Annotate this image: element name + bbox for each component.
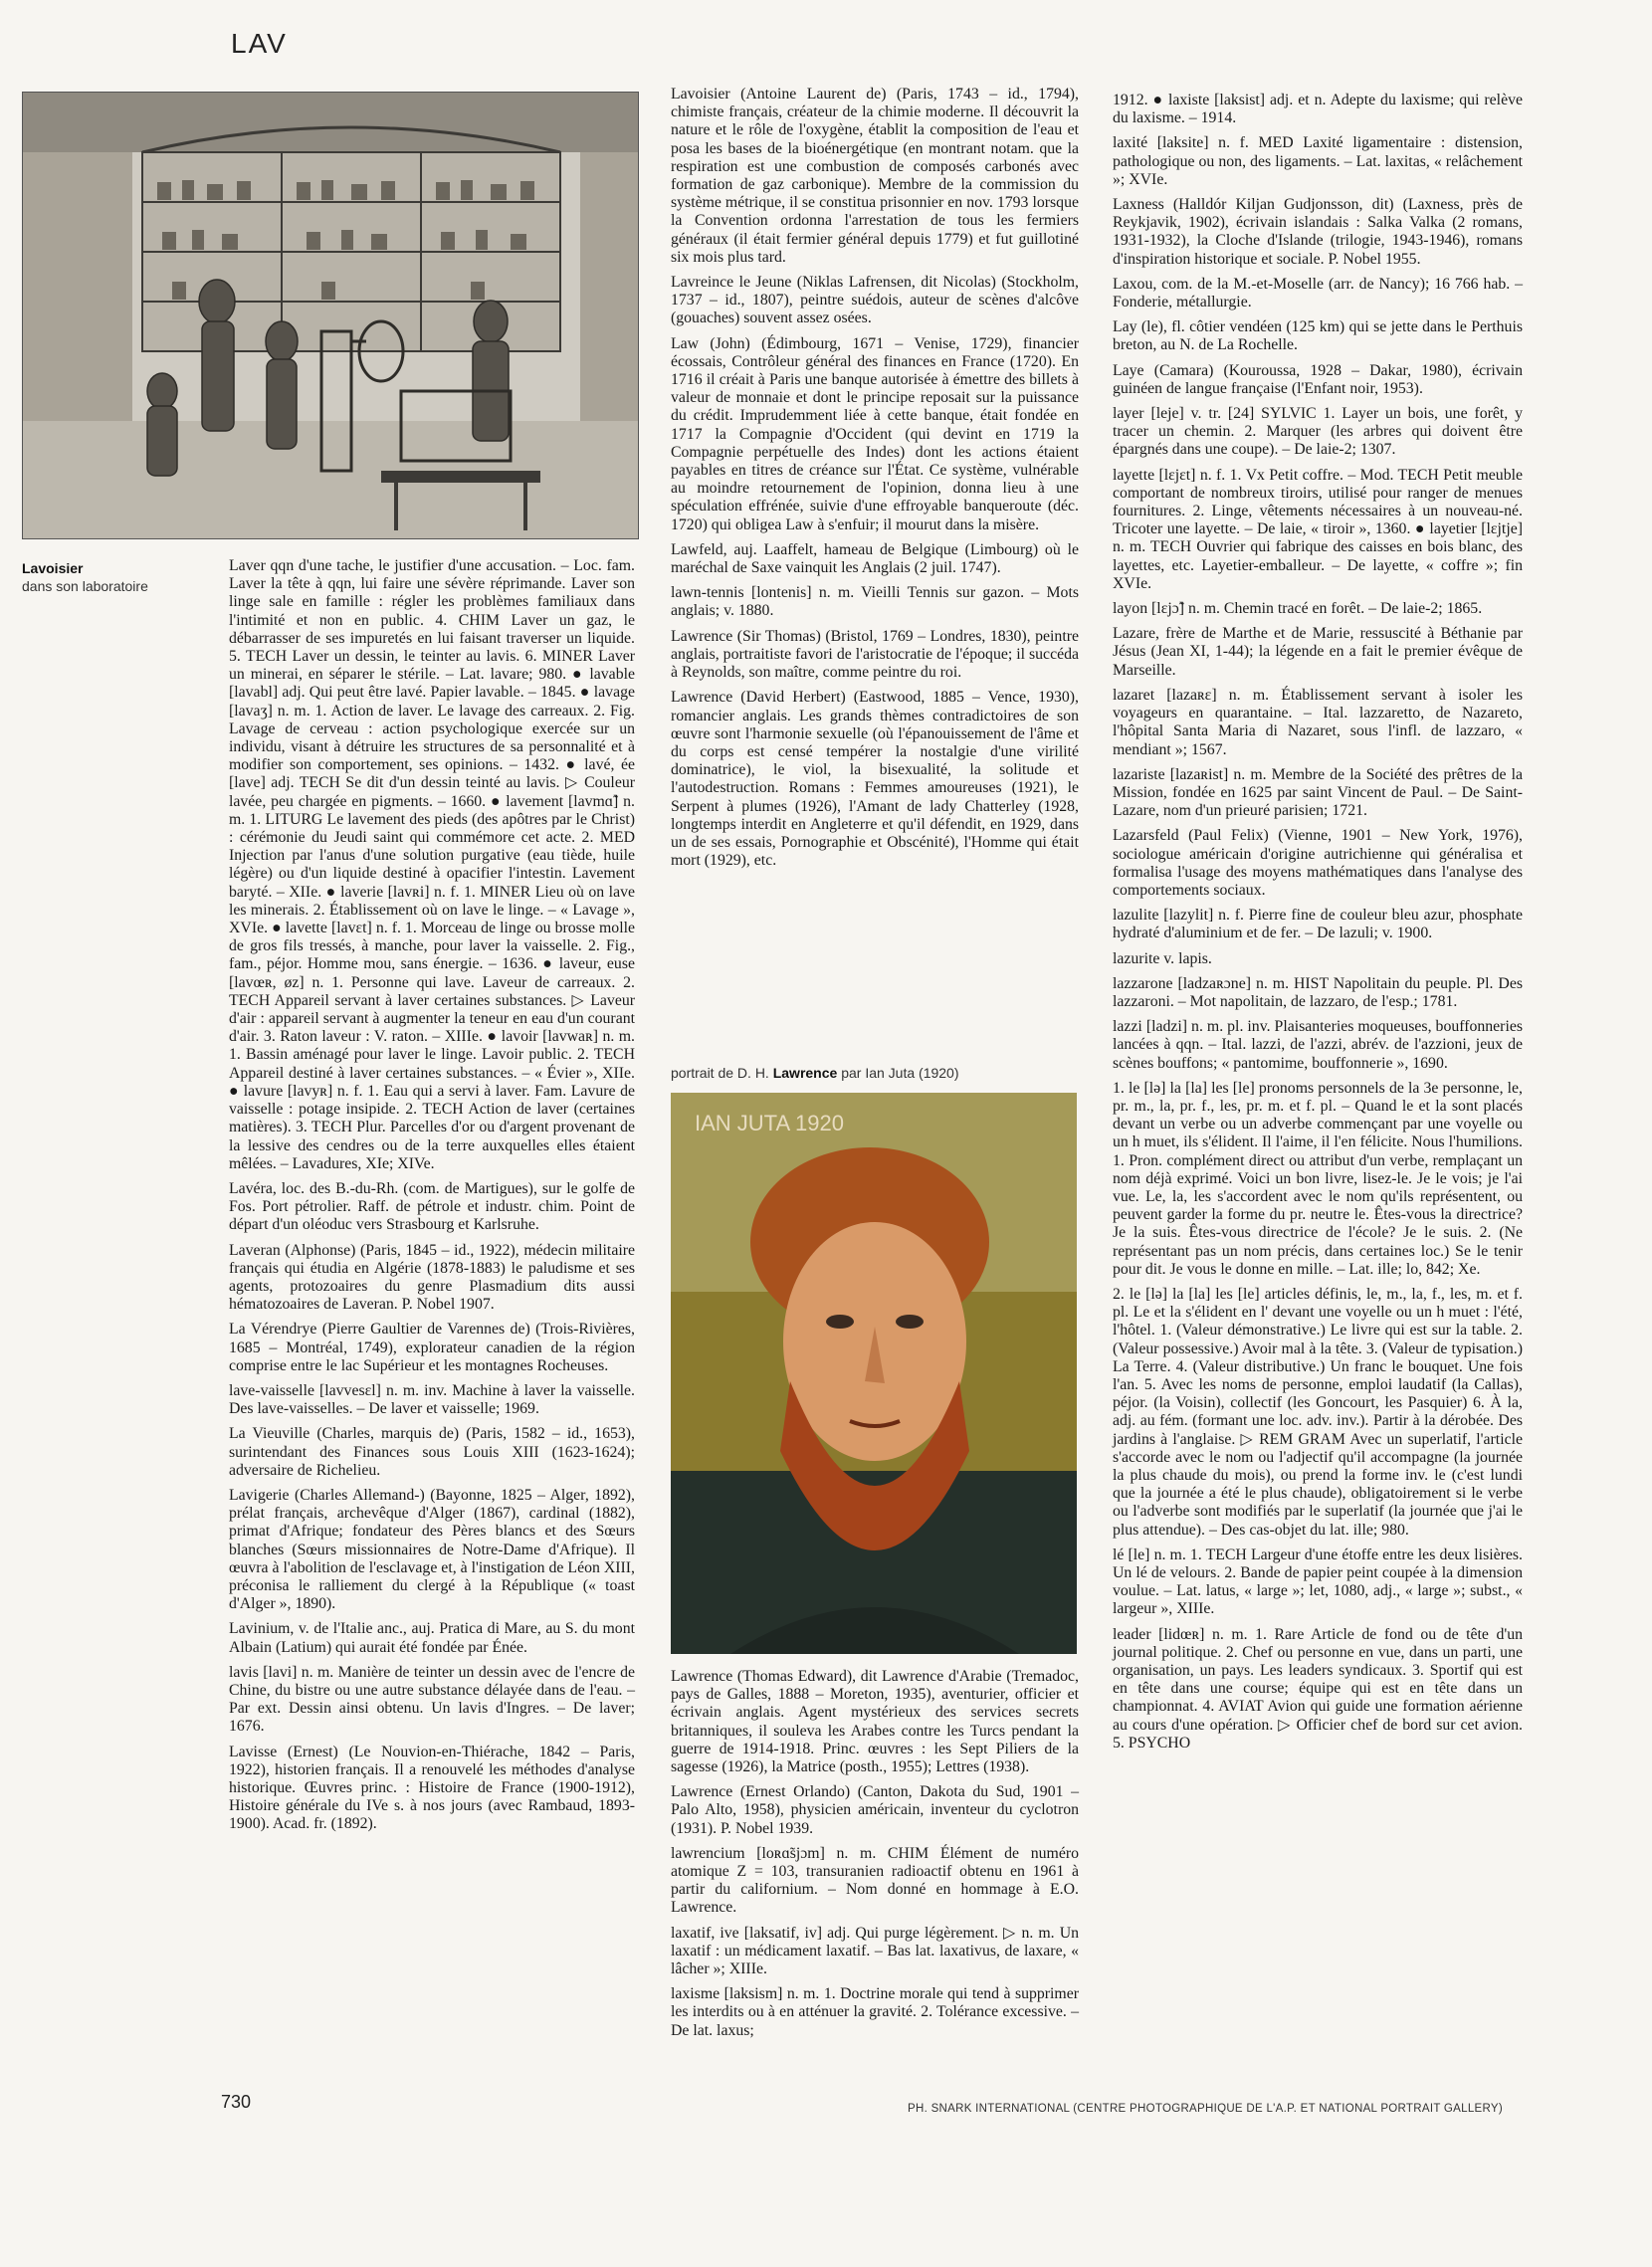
dictionary-entry: lazzarone [ladzaʀɔne] n. m. HIST Napolitain du peuple. Pl. Des lazzaroni. – Mot napolitain, de lazzaro, de l'esp.; 1781. xyxy=(1113,974,1523,1010)
dictionary-entry: layon [lɛjɔ̃] n. m. Chemin tracé en forêt. – De laie-2; 1865. xyxy=(1113,600,1483,618)
dictionary-entry: Lavisse (Ernest) (Le Nouvion-en-Thiérache, 1842 – Paris, 1922), historien français. Il a renouvelé les méthodes d'analyse historique. Œuvres princ. : Histoire de France (1900-1912), Histoire générale du IVe s. à nos jours (avec Rambaud, 1893-1900). Acad. fr. (1892). xyxy=(229,1743,635,1833)
painting-inscription: IAN JUTA 1920 xyxy=(695,1111,844,1135)
dictionary-entry: 1. le [lə] la [la] les [le] pronoms personnels de la 3e personne, le, pr. m., la, pr. f., les, pr. m. et f. pl. – Quand le et la sont placés devant un verbe ou un adverbe commençant par une voyelle ou un h muet, ils s'élident. Il l'aime, il l'en félicite. Nous l'humilions. 1. Pron. complément direct ou attribut d'un verbe, remplaçant un nom déjà exprimé. Voici un bon livre, lisez-le. Je le vois; je l'ai vue. Le, la, les s'accordent avec le nom qu'ils représentent, ou peuvent garder la forme du pr. neutre le. Êtes-vous la directrice? Je la suis. Êtes-vous directrice de l'école? Je le suis. 2. (Ne représentant pas un nom précis, dans certaines loc.) Se le tenir pour dit. Je vous le donne en mille. – Lat. ille; lo, 842; Xe. xyxy=(1113,1079,1523,1278)
caption-bold: Lawrence xyxy=(772,1065,838,1081)
dictionary-entry: Lavinium, v. de l'Italie anc., auj. Pratica di Mare, au S. du mont Albain (Latium) qui aurait été fondée par Énée. xyxy=(229,1620,635,1656)
dictionary-entry: Lavreince le Jeune (Niklas Lafrensen, dit Nicolas) (Stockholm, 1737 – id., 1807), peintre suédois, auteur de scènes d'alcôve (gouaches) souvent assez osées. xyxy=(671,274,1079,327)
dictionary-entry: lazariste [lazaʀist] n. m. Membre de la Société des prêtres de la Mission, fondée en 1625 par saint Vincent de Paul. – De Saint-Lazare, nom d'un prieuré parisien; 1721. xyxy=(1113,765,1523,820)
dictionary-entry: La Vérendrye (Pierre Gaultier de Varennes de) (Trois-Rivières, 1685 – Montréal, 1749), explorateur canadien de la région comprise entre le lac Supérieur et les montagnes Rocheuses. xyxy=(229,1321,635,1374)
dictionary-entry: lé [le] n. m. 1. TECH Largeur d'une étoffe entre les deux lisières. Un lé de velours. 2. Bande de papier peint coupée à la dimension voulue. – Lat. latus, « large »; let, 1080, adj., « large »; subst., « largeur », XIIIe. xyxy=(1113,1546,1523,1618)
dictionary-entry: 2. le [lə] la [la] les [le] articles définis, le, m., la, f., les, m. et f. pl. Le et la s'élident en l' devant une voyelle ou un h muet : l'été, l'hôtel. 1. (Valeur démonstrative.) Le livre qui est sur la table. 2. (Valeur possessive.) Avoir mal à la tête. 3. (Valeur de typisation.) La Terre. 4. (Valeur distributive.) Un franc le bouquet. Une fois l'an. 5. Avec les noms de personne, emploi laudatif (la Callas), péjor. (la Voisin), collectif (les Goncourt, les Pasquier) 6. À la, adj. au fém. (formant une loc. adv. inv.). Partir à la dérobée. Des jardins à l'anglaise. ▷ REM GRAM Avec un superlatif, l'article s'accorde avec le nom ou l'adjectif qu'il accompagne (la journée la plus chaude du mois), ou prend la forme inv. le (c'est lundi que la journée a été le plus chaude), obligatoirement si le verbe ou l'adverbe sont modifiés par le superlatif (la journée que j'ai le plus attendue). – Des cas-objet du lat. ille; 980. xyxy=(1113,1285,1523,1539)
dictionary-entry: layette [lɛjɛt] n. f. 1. Vx Petit coffre. – Mod. TECH Petit meuble comportant de nombreux tiroirs, utilisé pour ranger de menues fournitures. 2. Linge, vêtements nécessaires à un nouveau-né. Tricoter une layette. – De laie, « tiroir », 1360. ● layetier [lɛjtje] n. m. TECH Ouvrier qui fabrique des caisses en bois blanc, des layettes, etc. Layetier-emballeur. – De layette, « coffre »; fin XVIe. xyxy=(1113,466,1523,592)
dictionary-entry: laxisme [laksism] n. m. 1. Doctrine morale qui tend à supprimer les interdits ou à en atténuer la gravité. 2. Tolérance excessive. – De lat. laxus; xyxy=(671,1985,1079,2039)
dictionary-entry: Lay (le), fl. côtier vendéen (125 km) qui se jette dans le Perthuis breton, au N. de La Rochelle. xyxy=(1113,318,1523,354)
dictionary-entry: lavis [lavi] n. m. Manière de teinter un dessin avec de l'encre de Chine, du bistre ou une autre substance délayée dans de l'eau. – Par ext. Dessin ainsi obtenu. Un lavis d'Ingres. – De laver; 1676. xyxy=(229,1663,635,1736)
column-3 xyxy=(1113,92,1523,1759)
dictionary-entry: lazulite [lazylit] n. f. Pierre fine de couleur bleu azur, phosphate hydraté d'aluminium et de fer. – De lazuli; v. 1900. xyxy=(1113,907,1523,942)
dictionary-entry: Laveran (Alphonse) (Paris, 1845 – id., 1922), médecin militaire français qui étudia en Algérie (1878-1883) le paludisme et ses agents, protozoaires du genre Plasmadium dits aussi hématozoaires de Laveran. P. Nobel 1907. xyxy=(229,1241,635,1314)
dictionary-entry: Lavigerie (Charles Allemand-) (Bayonne, 1825 – Alger, 1892), prélat français, archevêque d'Alger (1867), cardinal (1882), primat d'Afrique; fondateur des Pères blancs et des Sœurs blanches (Sœurs missionnaires de Notre-Dame d'Afrique). Il œuvra à l'abolition de l'esclavage et, à l'instigation de Léon XIII, préconisa le ralliement du clergé à la République (« toast d'Alger », 1890). xyxy=(229,1486,635,1613)
running-head: LAV xyxy=(231,28,288,59)
engraving-illustration xyxy=(23,93,638,538)
dictionary-entry: Lawrence (Thomas Edward), dit Lawrence d'Arabie (Tremadoc, pays de Galles, 1888 – Moreton, 1935), aventurier, officier et écrivain anglais. Agent mystérieux des services secrets britanniques, il souleva les Arabes contre les Turcs pendant la guerre de 1914-1918. Princ. œuvres : les Sept Piliers de la sagesse (1926), la Matrice (posth., 1955); Lettres (1938). xyxy=(671,1668,1079,1776)
dictionary-entry: leader [lidœʀ] n. m. 1. Rare Article de fond ou de tête d'un journal politique. 2. Chef ou personne en vue, dans un parti, une organisation, un pays. Les leaders syndicaux. 3. Sportif qui est en tête dans une course; équipe qui est en tête dans un championnat. 4. AVIAT Avion qui guide une formation aérienne au cours d'une opération. ▷ Officier chef de bord sur cet avion. 5. PSYCHO xyxy=(1113,1625,1523,1752)
dictionary-entry: lawrencium [loʀɑ̃sjɔm] n. m. CHIM Élément de numéro atomique Z = 103, transuranien radioactif obtenu en 1961 à partir du californium. – Nom donné en hommage à E.O. Lawrence. xyxy=(671,1844,1079,1917)
caption-pre: portrait de D. H. xyxy=(671,1065,769,1081)
page-number: 730 xyxy=(221,2092,252,2112)
dictionary-entry: layer [leje] v. tr. [24] SYLVIC 1. Layer un bois, une forêt, y tracer un chemin. 2. Marquer (les arbres qui doivent être épargnés dans une coupe). – De laie-2; 1307. xyxy=(1113,405,1523,459)
dictionary-entry: Lawrence (Ernest Orlando) (Canton, Dakota du Sud, 1901 – Palo Alto, 1958), physicien américain, inventeur du cyclotron (1931). P. Nobel 1939. xyxy=(671,1783,1079,1837)
caption-post: par Ian Juta (1920) xyxy=(841,1065,959,1081)
portrait-illustration xyxy=(671,1093,1077,1654)
figure-caption-lavoisier xyxy=(22,559,211,595)
dictionary-entry: Lavéra, loc. des B.-du-Rh. (com. de Martigues), sur le golfe de Fos. Port pétrolier. Raff. de pétrole et industr. chim. Point de départ d'un oléoduc vers Strasbourg et Karlsruhe. xyxy=(229,1179,635,1234)
column-1 xyxy=(229,557,635,1841)
caption-bold: Lavoisier xyxy=(22,560,84,576)
column-2-bottom xyxy=(671,1668,1079,2047)
dictionary-entry: 1912. ● laxiste [laksist] adj. et n. Adepte du laxisme; qui relève du laxisme. – 1914. xyxy=(1113,92,1523,127)
lawrence-portrait-painting xyxy=(671,1093,1077,1654)
lavoisier-laboratory-engraving xyxy=(22,92,639,539)
dictionary-entry: Lawrence (David Herbert) (Eastwood, 1885 – Vence, 1930), romancier anglais. Les grands thèmes contradictoires de son œuvre sont l'harmonie sexuelle (où l'épanouissement de l'âme et du corps est censé tempérer la nostalgie d'une virilité dominatrice), le viol, la bisexualité, la solitude et l'autodestruction. Romans : Femmes amoureuses (1921), le Serpent à plumes (1926), l'Amant de lady Chatterley (1928, longtemps interdit en Angleterre et qu'il défendit, en 1929, dans un de ses essais, Pornographie et Obscénité), l'Homme qui était mort (1929), etc. xyxy=(671,689,1079,870)
dictionary-entry: Lazarsfeld (Paul Felix) (Vienne, 1901 – New York, 1976), sociologue américain d'origine autrichienne qui généralisa et formalisa l'usage des moyens mathématiques dans l'analyse des comportements sociaux. xyxy=(1113,827,1523,899)
photo-credit: PH. SNARK INTERNATIONAL (CENTRE PHOTOGRAPHIQUE DE L'A.P. ET NATIONAL PORTRAIT GALLERY) xyxy=(908,2103,1504,2115)
dictionary-entry: La Vieuville (Charles, marquis de) (Paris, 1582 – id., 1653), surintendant des Finances sous Louis XIII (1623-1624); adversaire de Richelieu. xyxy=(229,1425,635,1479)
dictionary-entry: Lawrence (Sir Thomas) (Bristol, 1769 – Londres, 1830), peintre anglais, portraitiste favori de l'aristocratie de l'époque; il succéda à Reynolds, son maître, comme peintre du roi. xyxy=(671,627,1079,682)
dictionary-entry: lazzi [ladzi] n. m. pl. inv. Plaisanteries moqueuses, bouffonneries lancées à qqn. – Ital. lazzi, de l'azzi, abrév. de l'azzioni, jeux de scènes bouffons; « pantomime, bouffonnerie », 1690. xyxy=(1113,1018,1523,1072)
dictionary-entry: Laxou, com. de la M.-et-Moselle (arr. de Nancy); 16 766 hab. – Fonderie, métallurgie. xyxy=(1113,275,1523,311)
dictionary-entry: lazurite v. lapis. xyxy=(1113,949,1212,967)
caption-text: dans son laboratoire xyxy=(22,578,148,594)
column-2-top xyxy=(671,86,1079,877)
dictionary-entry: Lawfeld, auj. Laaffelt, hameau de Belgique (Limbourg) où le maréchal de Saxe vainquit les Anglais (2 juil. 1747). xyxy=(671,540,1079,577)
dictionary-entry: Laxness (Halldór Kiljan Gudjonsson, dit) (Laxness, près de Reykjavik, 1902), écrivain islandais : Salka Valka (2 romans, 1931-1932), la Cloche d'Islande (trilogie, 1943-1946), romans d'inspiration historique et sociale. P. Nobel 1955. xyxy=(1113,196,1523,268)
dictionary-entry: Laye (Camara) (Kouroussa, 1928 – Dakar, 1980), écrivain guinéen de langue française (l'Enfant noir, 1953). xyxy=(1113,361,1523,397)
dictionary-entry: lawn-tennis [lontenis] n. m. Vieilli Tennis sur gazon. – Mots anglais; v. 1880. xyxy=(671,584,1079,620)
figure-caption-portrait xyxy=(671,1065,1079,1081)
dictionary-entry: lazaret [lazaʀɛ] n. m. Établissement servant à isoler les voyageurs en quarantaine. – Ital. lazzaretto, de Nazareto, l'hôpital Santa Maria di Nazaret, sous l'infl. de lazzaro, « mendiant »; 1567. xyxy=(1113,686,1523,758)
dictionary-entry: Laver qqn d'une tache, le justifier d'une accusation. – Loc. fam. Laver la tête à qqn, lui faire une sévère réprimande. Laver son linge sale en famille : régler les problèmes familiaux dans l'intimité et non en public. 4. CHIM Laver un gaz, le débarrasser de ses impuretés en lui faisant traverser un liquide. 5. TECH Laver un dessin, le teinter au lavis. 6. MINER Laver un minerai, en séparer le stérile. – Lat. lavare; 980. ● lavable [lavabl] adj. Qui peut être lavé. Papier lavable. – 1845. ● lavage [lavaʒ] n. m. 1. Action de laver. Le lavage des carreaux. 2. Fig. Lavage de cerveau : action psychologique exercée sur un individu, visant à détruire les structures de sa personnalité et à modifier son comportement, ses opinions. – 1432. ● lavé, ée [lave] adj. TECH Se dit d'un dessin teinté au lavis. ▷ Couleur lavée, peu chargée en pigments. – 1660. ● lavement [lavmɑ̃] n. m. 1. LITURG Le lavement des pieds (des apôtres par le Christ) : cérémonie du Jeudi saint qui commémore cet acte. 2. MED Injection par l'anus d'une solution purgative (eau tiède, huile légère) ou d'un liquide destiné à opacifier l'intestin. Lavement baryté. – XIIe. ● laverie [lavʀi] n. f. 1. MINER Lieu où on lave les minerais. 2. Établissement où on lave le linge. – « Lavage », XVIe. ● lavette [lavɛt] n. f. 1. Morceau de linge ou brosse molle de gros fils tressés, à manche, pour laver la vaisselle. 2. Fig., fam., péjor. Homme mou, sans énergie. – 1636. ● laveur, euse [lavœʀ, øz] n. 1. Personne qui lave. Laveur de carreaux. 2. TECH Appareil servant à laver certaines substances. ▷ Laveur d'air : appareil servant à augmenter la teneur en eau d'un courant d'air. 3. Raton laveur : V. raton. – XIIIe. ● lavoir [lavwaʀ] n. m. 1. Bassin aménagé pour laver le linge. Lavoir public. 2. TECH Appareil destiné à laver certaines substances. – « Évier », XIIe. ● lavure [lavyʀ] n. f. 1. Eau qui a servi à laver. Fam. Lavure de vaisselle : potage insipide. 2. TECH Action de laver (certaines matières). 3. TECH Plur. Parcelles d'or ou d'argent provenant de la lessive des cendres ou de la terre auxquelles elles étaient mêlées. – Lavadures, XIe; XIVe. xyxy=(229,557,635,1172)
dictionary-entry: Lazare, frère de Marthe et de Marie, ressuscité à Béthanie par Jésus (Jean XI, 1-44); la légende en a fait le premier évêque de Marseille. xyxy=(1113,625,1523,679)
dictionary-entry: laxatif, ive [laksatif, iv] adj. Qui purge légèrement. ▷ n. m. Un laxatif : un médicament laxatif. – Bas lat. laxativus, de laxare, « lâcher »; XIIIe. xyxy=(671,1924,1079,1978)
dictionary-entry: Law (John) (Édimbourg, 1671 – Venise, 1729), financier écossais, Contrôleur général des finances en France (1720). En 1716 il créait à Paris une banque autorisée à émettre des billets à valeur de monnaie et dont le principe reposait sur la puissance du crédit. Imprudemment liée à cette banque, était fondée en 1717 la Compagnie d'Occident (qui devint en 1719 la Compagnie perpétuelle des Indes) dont les actions étaient payables en titres de créance sur l'État. Ce système, vulnérable au moindre retournement de l'opinion, donna lieu à une spéculation effrénée, suivie d'une effroyable banqueroute (déc. 1720) qui obligea Law à s'enfuir; il mourut dans la misère. xyxy=(671,334,1079,533)
dictionary-entry: laxité [laksite] n. f. MED Laxité ligamentaire : distension, pathologique ou non, des ligaments. – Lat. laxitas, « relâchement »; XVIe. xyxy=(1113,134,1523,188)
dictionary-entry: Lavoisier (Antoine Laurent de) (Paris, 1743 – id., 1794), chimiste français, créateur de la chimie moderne. Il découvrit la nature et le rôle de l'oxygène, établit la composition de l'eau et posa les bases de la bioénergétique (en montrant notam. que la respiration est une combustion de composés carbonés avec formation de gaz carbonique). Membre de la commission du système métrique, il se constitua prisonnier en nov. 1793 lorsque la Convention ordonna l'arrestation de tous les fermiers généraux (il était fermier général depuis 1779) et fut guillotiné six mois plus tard. xyxy=(671,86,1079,266)
dictionary-entry: lave-vaisselle [lavvesɛl] n. m. inv. Machine à laver la vaisselle. Des lave-vaisselles. – De laver et vaisselle; 1969. xyxy=(229,1381,635,1418)
